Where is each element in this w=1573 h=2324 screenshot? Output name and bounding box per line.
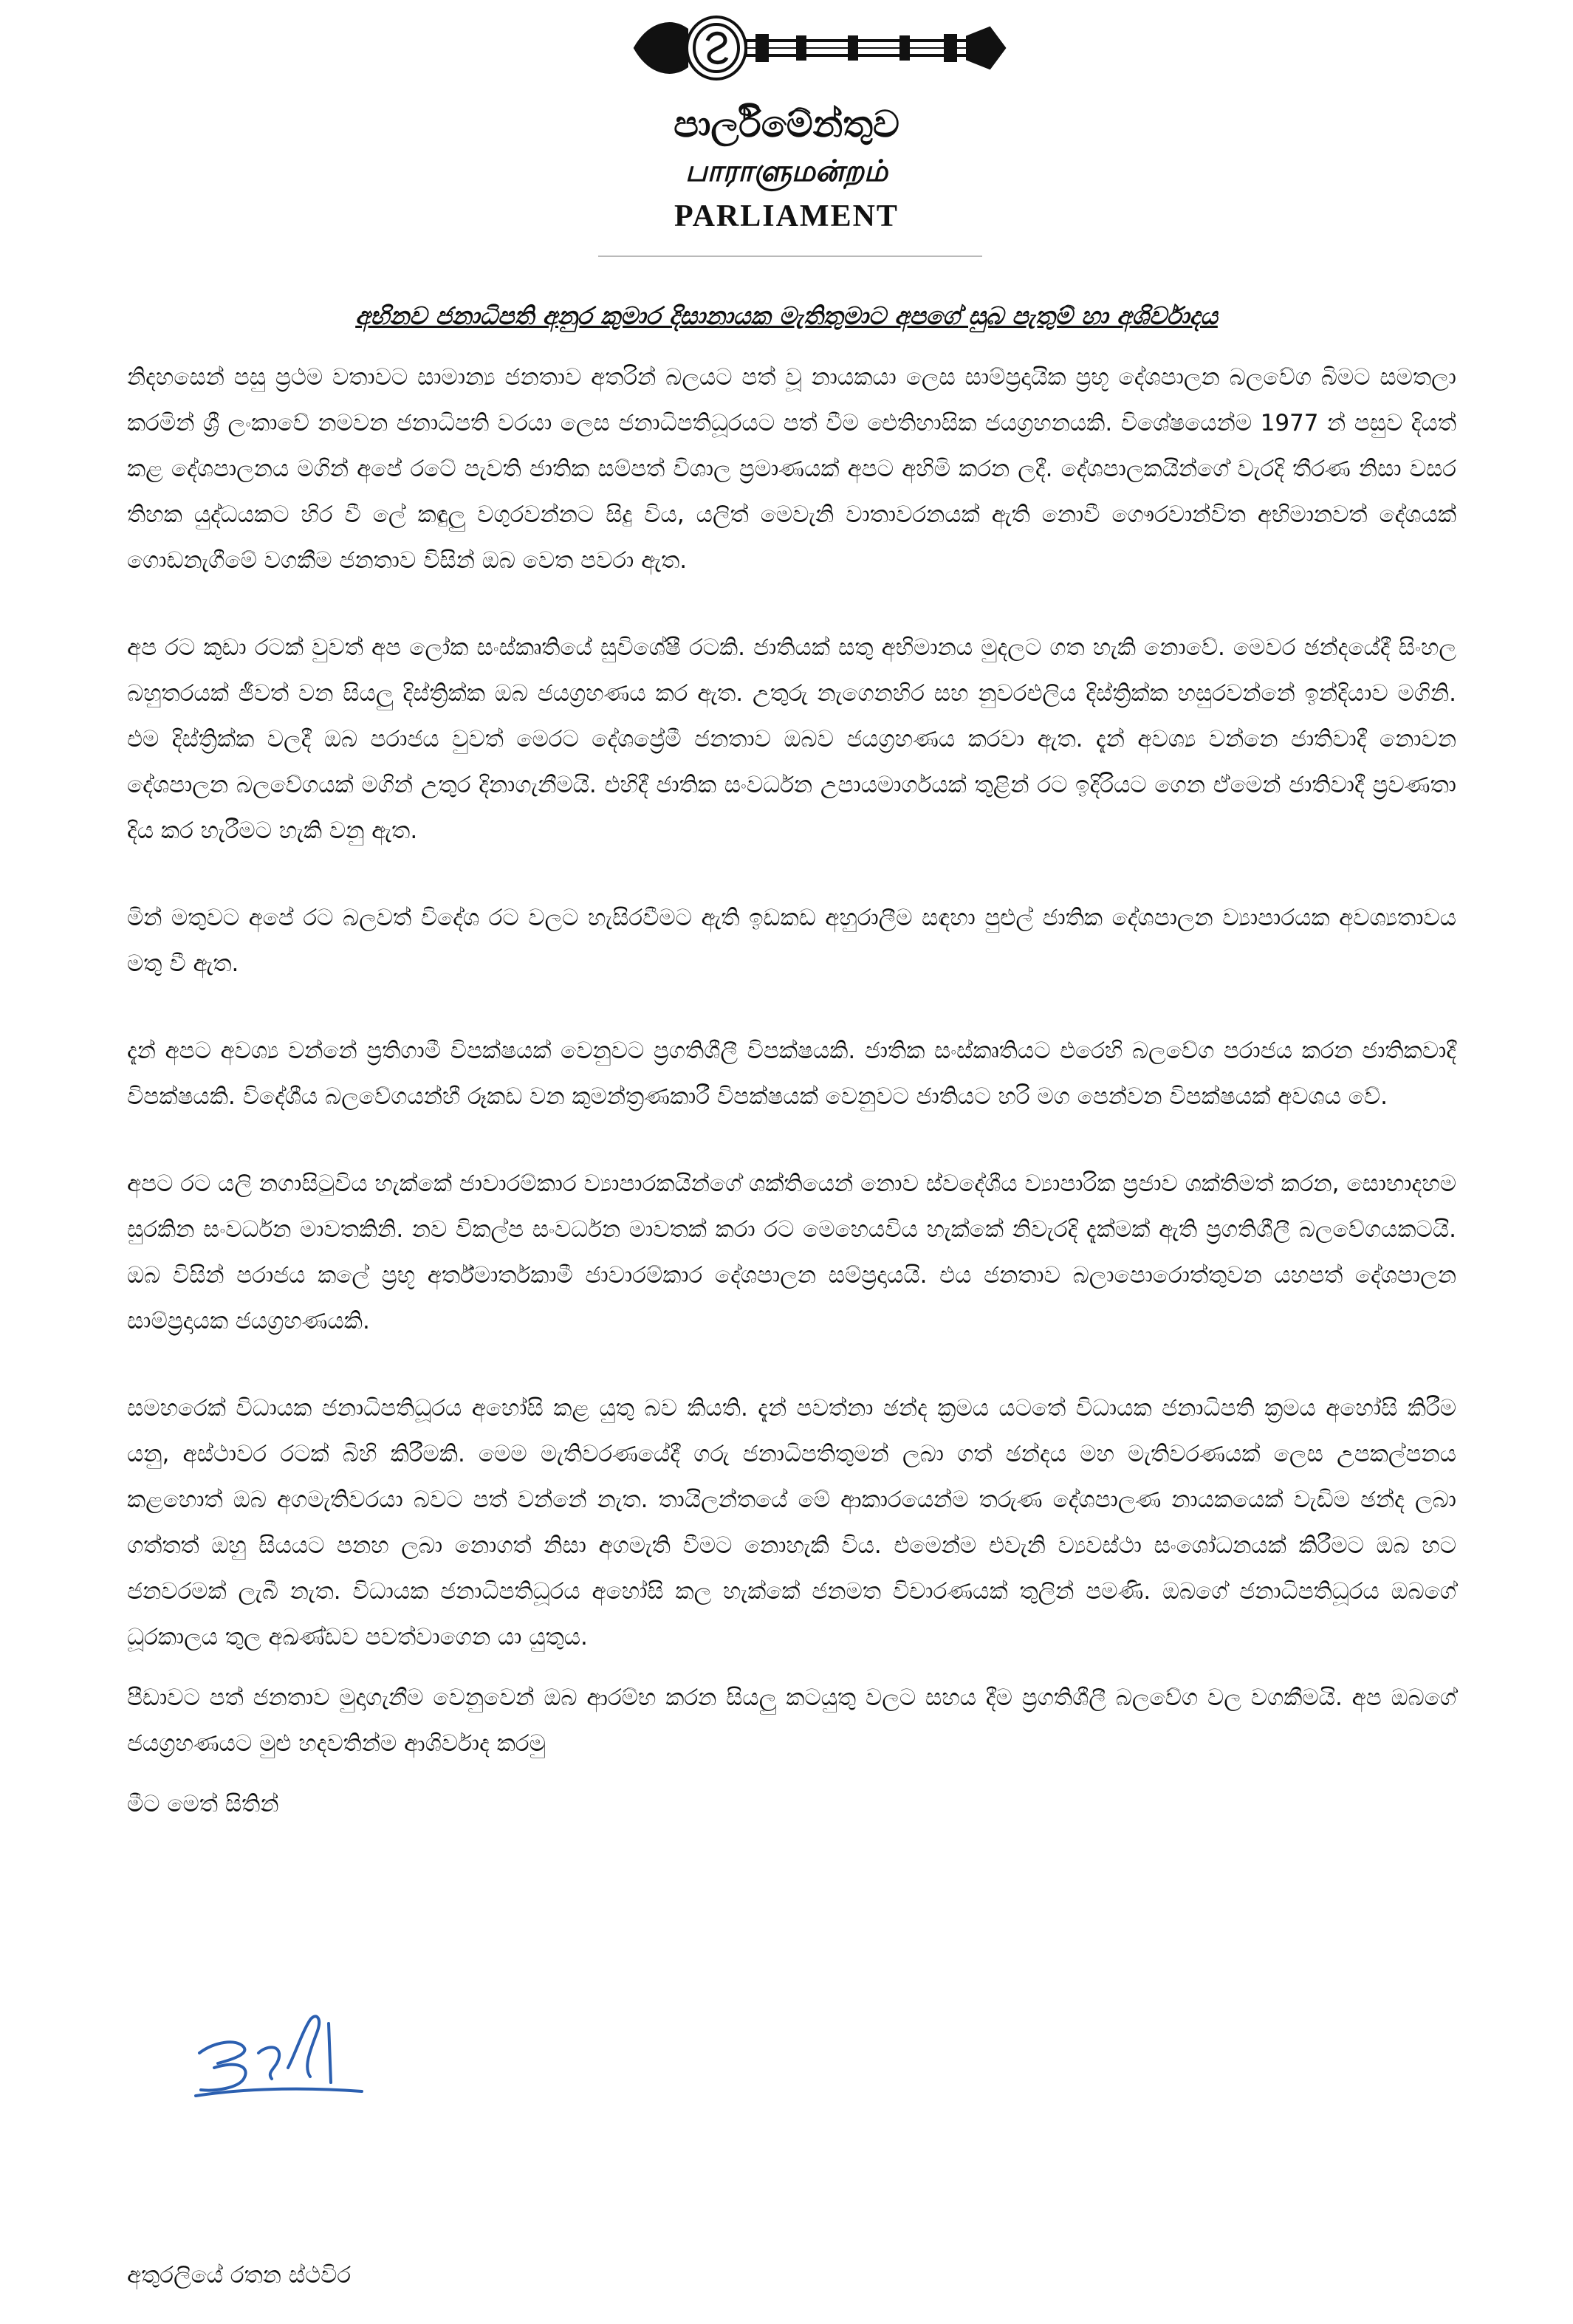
parliament-mace-crest — [628, 7, 1012, 89]
letterhead-sinhala-name: පාර්ලිමේන්තුව — [674, 103, 899, 145]
paragraph-5: අපට රට යලි නගාසිටුවිය හැක්කේ ජාවාරම්කාර ව්‍යාපාරකයින්ගේ ශක්තියෙන් නොව ස්වදේශීය ව්‍යාපාරික ප්‍රජාව ශක්තිමත් කරන, සොභාදහම සුරකින සංවර්ධන මාවතකිනි. නව විකල්ප සංවර්ධන මාවතක් කරා රට මෙහෙයවිය හැක්කේ නිවැරදි දැක්මක් ඇති ප්‍රගතිශීලී බලවේගයකටයි. ඔබ විසින් පරාජය කලේ ප්‍රභූ අර්ත්මාර්තකාමී ජාවාරම්කාර දේශපාලන සම්ප්‍රදායයි. එය ජනතාව බලාපොරොත්තුවන යහපත් දේශපාලන සාම්ප්‍රදායක ජයග්‍රහණයකි. — [127, 1170, 1456, 1334]
letter-body — [127, 354, 1456, 1827]
letterhead-english-name: PARLIAMENT — [674, 199, 899, 233]
letter-title: අභිනව ජනාධිපති අනුර කුමාර දිසානායක මැතිතුමාට අපගේ සුබ පැතුම් හා අශිර්වාදය — [355, 301, 1218, 330]
signatory-name: අතුරලියේ රතන ස්ථවිර — [127, 2262, 352, 2289]
paragraph-6: සමහරෙක් විධායක ජනාධිපතිධූරය අහෝසි කළ යුතු බව කියති. දැන් පවත්නා ඡන්ද ක්‍රමය යටතේ විධායක ජනාධිපති ක්‍රමය අහෝසි කිරීම යනු, අස්ථාවර රටක් බිහි කිරීමකි. මෙම මැතිවරණයේදී ගරු ජනාධිපතිතුමන් ලබා ගත් ඡන්දය මහ මැතිවරණයක් ලෙස උපකල්පනය කළහොත් ඔබ අගමැතිවරයා බවට පත් වන්නේ නැත. තායිලන්තයේ මේ ආකාරයෙන්ම තරුණ දේශපාලණ නායකයෙක් වැඩිම ඡන්ද ලබා ගත්තත් ඔහු සියයට පනහ ලබා නොගත් නිසා අගමැති වීමට නොහැකි විය. එමෙන්ම එවැනි ව්‍යවස්ථා සංශෝධනයක් කිරීමට ඔබ හට ජනවරමක් ලැබී නැත. විධායක ජනාධිපතිධූරය අහෝසි කල හැක්කේ ජනමත විචාරණයක් තුලින් පමණි. ඔබගේ ජනාධිපතිධූරය ඔබගේ ධූරකාලය තුල අඛණ්ඩව පවත්වාගෙන යා යුතුය. — [127, 1395, 1456, 1651]
paragraph-7: පීඩාවට පත් ජනතාව මුදාගැනීම වෙනුවෙන් ඔබ ආරම්භ කරන සියලු කටයුතු වලට සහය දීම ප්‍රගතිශීලී බලවේග වල වගකීමයි. අප ඔබගේ ජයග්‍රහණයට මුළු හදවතින්ම ආශිර්වාද කරමු — [127, 1684, 1456, 1757]
paragraph-3: මින් මතුවට අපේ රට බලවත් විදේශ රට වලට හැසිරවීමට ඇති ඉඩකඩ අහුරාලීම සඳහා පුළුල් ජාතික දේශපාලන ව්‍යාපාරයක අවශ්‍යතාවය මතු වී ඇත. — [127, 905, 1456, 977]
paragraph-4: දැන් අපට අවශ්‍ය වන්නේ ප්‍රතිගාමී විපක්ෂයක් වෙනුවට ප්‍රගතිශීලී විපක්ෂයකි. ජාතික සංස්කෘතියට එරෙහි බලවේග පරාජය කරන ජාතිකවාදී විපක්ෂයකි. විදේශීය බලවේගයන්හී රූකඩ වන කුමන්ත්‍රණකාරී විපක්ෂයක් වෙනුවට ජාතියට හරි මග පෙන්වන විපක්ෂයක් අවශය වේ. — [127, 1038, 1456, 1110]
paragraph-2: අප රට කුඩා රටක් වුවත් අප ලෝක සංස්කෘතියේ සුවිශේෂී රටකි. ජාතියක් සතු අභිමානය මුදලට ගත හැකි නොවේ. මෙවර ඡන්දයේදී සිංහල බහුතරයක් ජීවත් වන සියලු දිස්ත්‍රික්ක ඔබ ජයග්‍රහණය කර ඇත. උතුරු නැගෙනහිර සහ නුවරඑලිය දිස්ත්‍රික්ක හසුරවන්නේ ඉන්දියාව මගිනි. එම දිස්ත්‍රික්ක වලදී ඔබ පරාජය වුවත් මෙරට දේශප්‍රේමී ජනතාව ඔබව ජයග්‍රහණය කරවා ඇත. දැන් අවශ්‍ය වන්නෙ ජාතිවාදී නොවන දේශපාලන බලවේගයක් මගින් උතුර දිනාගැනීමයි. එහිදී ජාතික සංවර්ධන උපායමාර්ගයක් තුළින් රට ඉදිරියට ගෙන ඒමෙන් ජාතිවාදී ප්‍රවණතා දිය කර හැරීමට හැකි වනු ඇත. — [127, 634, 1456, 844]
paragraph-1: නිදහසෙන් පසු ප්‍රථම වතාවට සාමාන්‍ය ජනතාව අතරින් බලයට පත් වූ නායකයා ලෙස සාම්ප්‍රදායික ප්‍රභූ දේශපාලන බලවේග බිමට සමතලා කරමින් ශ්‍රී ලංකාවේ නමවන ජනාධිපති වරයා ලෙස ජනාධිපතිධූරයට පත් වීම ඓතිහාසික ජයග්‍රහනයකි. විශේෂයෙන්ම 1977 න් පසුව දියත් කළ දේශපාලනය මගින් අපේ රටේ පැවති ජාතික සම්පත් විශාල ප්‍රමාණයක් අපට අහිමි කරන ලදී. දේශපාලකයින්ගේ වැරදි තීරණ නිසා වසර තිහක යුද්ධයකට හිර වී ලේ කඳුලු වගුරවන්නට සිදු විය, යලිත් මෙවැනි වාතාවරනයක් ඇති නොවී ගෞරවාන්විත අභිමානවත් දේශයක් ගොඩනැගීමේ වගකීම ජනතාව විසින් ඔබ වෙත පවරා ඇත. — [127, 364, 1456, 574]
closing-salutation: මීට මෙත් සිතින් — [127, 1791, 279, 1817]
letterhead-divider — [598, 256, 982, 257]
letterhead-tamil-name: பாராளுமன்றம் — [685, 154, 888, 188]
handwritten-signature — [185, 2001, 377, 2112]
